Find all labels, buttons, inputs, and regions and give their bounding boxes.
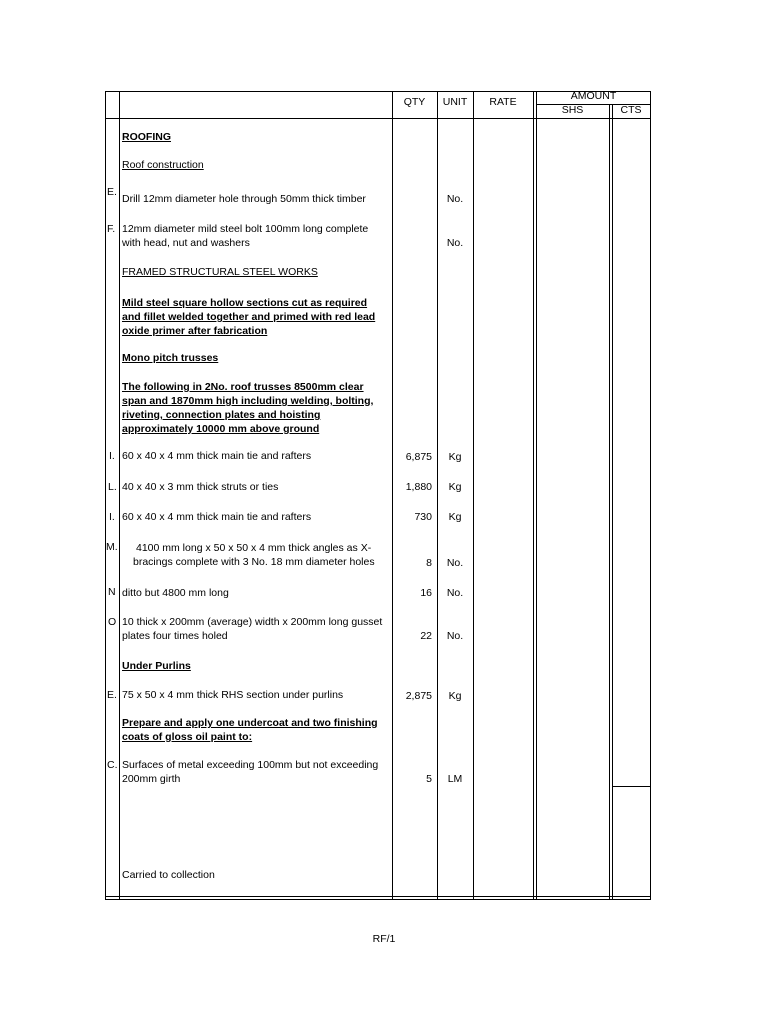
ref-column-divider xyxy=(119,91,120,899)
qty-header: QTY xyxy=(403,96,426,108)
carried-to-collection: Carried to collection xyxy=(122,869,215,881)
item-unit: No. xyxy=(446,557,464,569)
section-painting-line: coats of gloss oil paint to: xyxy=(122,731,253,743)
item-ref: L. xyxy=(108,481,117,493)
item-qty: 22 xyxy=(420,630,432,642)
table-right-border xyxy=(650,91,651,899)
item-description: 200mm girth xyxy=(122,773,181,785)
item-unit: Kg xyxy=(448,511,462,523)
item-description: 60 x 40 x 4 mm thick main tie and rafters xyxy=(122,511,312,523)
section-trusses-line: riveting, connection plates and hoisting xyxy=(122,409,321,421)
item-unit: No. xyxy=(446,630,464,642)
unit-header: UNIT xyxy=(442,96,468,108)
page-number: RF/1 xyxy=(372,933,396,945)
total-line xyxy=(612,786,651,787)
item-qty: 730 xyxy=(414,511,432,523)
header-bottom-line xyxy=(105,118,651,119)
section-painting-line: Prepare and apply one undercoat and two finishing xyxy=(122,717,378,729)
section-mono-pitch: Mono pitch trusses xyxy=(122,352,219,364)
table-left-border xyxy=(105,91,106,899)
amount-header: AMOUNT xyxy=(570,90,617,102)
rate-header: RATE xyxy=(489,96,517,108)
item-description: Drill 12mm diameter hole through 50mm thick timber xyxy=(122,193,366,205)
item-qty: 6,875 xyxy=(405,451,432,463)
item-qty: 8 xyxy=(426,557,432,569)
item-description: ditto but 4800 mm long xyxy=(122,587,229,599)
item-description: 40 x 40 x 3 mm thick struts or ties xyxy=(122,481,279,493)
item-qty: 16 xyxy=(420,587,432,599)
item-ref: I. xyxy=(109,450,115,462)
section-roof-construction: Roof construction xyxy=(122,159,204,171)
section-trusses-line: approximately 10000 mm above ground xyxy=(122,423,320,435)
item-qty: 2,875 xyxy=(405,690,432,702)
item-unit: LM xyxy=(447,773,463,785)
item-ref: I. xyxy=(109,511,115,523)
section-mild-steel-line: and fillet welded together and primed with red lead xyxy=(122,311,376,323)
item-description: bracings complete with 3 No. 18 mm diameter holes xyxy=(133,556,375,568)
item-ref: E. xyxy=(107,186,117,198)
table-bottom-border-2 xyxy=(105,899,651,900)
rate-column-right xyxy=(533,91,534,899)
item-description: 4100 mm long x 50 x 50 x 4 mm thick angles as X- xyxy=(136,542,372,554)
item-description: plates four times holed xyxy=(122,630,228,642)
section-under-purlins: Under Purlins xyxy=(122,660,191,672)
amount-column-left xyxy=(536,91,537,899)
item-ref: F. xyxy=(107,223,116,235)
section-trusses-line: The following in 2No. roof trusses 8500mm clear xyxy=(122,381,364,393)
item-description: with head, nut and washers xyxy=(122,237,250,249)
section-framed-steel: FRAMED STRUCTURAL STEEL WORKS xyxy=(122,266,318,278)
item-unit: No. xyxy=(446,237,464,249)
item-unit: No. xyxy=(446,587,464,599)
item-unit: No. xyxy=(446,193,464,205)
item-qty: 1,880 xyxy=(405,481,432,493)
item-description: Surfaces of metal exceeding 100mm but not exceeding xyxy=(122,759,379,771)
cts-header: CTS xyxy=(620,104,642,116)
rate-column-divider xyxy=(473,91,474,899)
item-ref: E. xyxy=(107,689,117,701)
item-description: 12mm diameter mild steel bolt 100mm long complete xyxy=(122,223,369,235)
item-ref: N xyxy=(108,586,116,598)
item-description: 10 thick x 200mm (average) width x 200mm long gusset xyxy=(122,616,383,628)
shs-header: SHS xyxy=(561,104,584,116)
item-unit: Kg xyxy=(448,451,462,463)
section-trusses-line: span and 1870mm high including welding, bolting, xyxy=(122,395,374,407)
shs-cts-divider xyxy=(609,104,610,899)
section-mild-steel-line: Mild steel square hollow sections cut as required xyxy=(122,297,368,309)
item-ref: M. xyxy=(106,541,118,553)
cts-column-left xyxy=(612,104,613,899)
section-roofing: ROOFING xyxy=(122,131,171,143)
item-description: 60 x 40 x 4 mm thick main tie and rafters xyxy=(122,450,312,462)
item-ref: C. xyxy=(107,759,118,771)
section-mild-steel-line: oxide primer after fabrication xyxy=(122,325,268,337)
item-ref: O xyxy=(108,616,117,628)
item-qty: 5 xyxy=(426,773,432,785)
item-unit: Kg xyxy=(448,690,462,702)
item-unit: Kg xyxy=(448,481,462,493)
table-bottom-border-1 xyxy=(105,896,651,897)
item-description: 75 x 50 x 4 mm thick RHS section under purlins xyxy=(122,689,344,701)
